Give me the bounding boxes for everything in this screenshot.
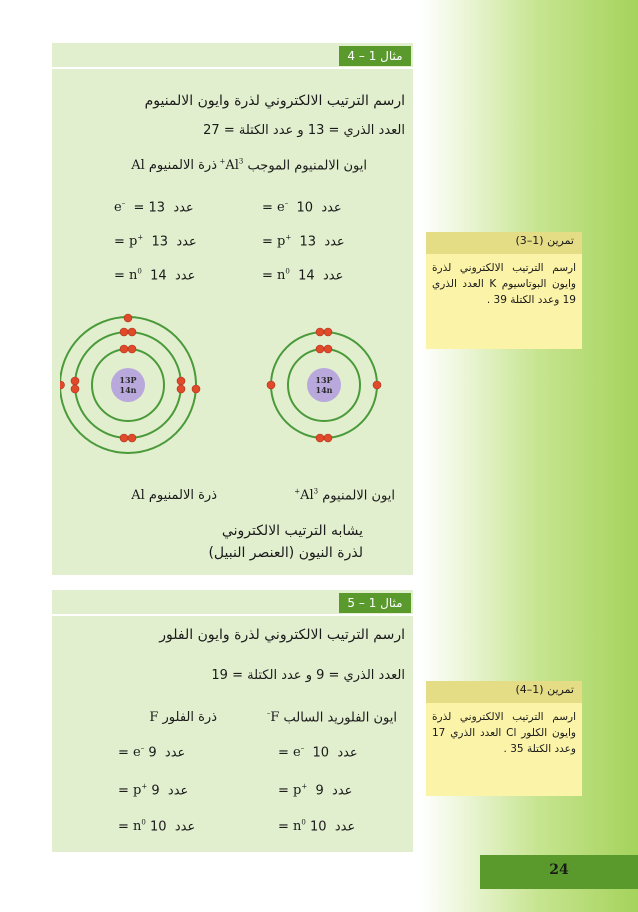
page-number: 24 — [549, 862, 569, 878]
ion-neutron-count: عدد $n^0$ 14 = — [262, 268, 344, 284]
nucleus-neutrons-label: 14n — [119, 385, 137, 395]
electron — [324, 328, 332, 336]
ion-proton-count: عدد p+ 9 = — [278, 783, 353, 799]
example-tag: مثال 1 – 4 — [339, 46, 411, 66]
exercise-text: ارسم الترتيب الالكتروني لذرة وايون الكلور Cl العدد الذري 17 وعدد الكتلة 35 . — [432, 711, 576, 755]
electron — [128, 434, 136, 442]
electron — [324, 345, 332, 353]
header-divider — [52, 67, 413, 69]
note-line-1: يشابه الترتيب الالكتروني — [221, 523, 363, 539]
electron — [177, 385, 185, 393]
al-ion-diagram — [264, 325, 388, 449]
electron — [316, 328, 324, 336]
electron — [128, 345, 136, 353]
question-text: ارسم الترتيب الالكتروني لذرة وايون الالمنيوم — [144, 93, 405, 109]
ion-proton-count: عدد p+ 13 = — [262, 234, 345, 250]
exercise-box-2 — [426, 681, 582, 796]
atom-proton-count: عدد p+ 9 = — [118, 783, 189, 799]
example-box-2 — [52, 590, 413, 852]
electron — [324, 434, 332, 442]
question-text: ارسم الترتيب الالكتروني لذرة وايون الفلور — [159, 627, 405, 643]
electron — [120, 434, 128, 442]
atom-electron-count: عدد e– = 13 — [114, 200, 194, 216]
atom-title: ذرة الالمنيوم Al — [131, 158, 217, 173]
ion-neutron-count: عدد $n^0$ 10 = — [278, 819, 356, 835]
electron — [71, 377, 79, 385]
nucleus-protons-label: 13P — [315, 375, 333, 385]
ion-electron-count: عدد e– 10 = — [262, 200, 342, 216]
example-tag: مثال 1 – 5 — [339, 593, 411, 613]
atom-neutron-count: عدد $n^0$ 14 = — [114, 268, 196, 284]
exercise-title: تمرين (1–4) — [515, 683, 574, 696]
atom-neutron-count: عدد $n^0$ 10 = — [118, 819, 196, 835]
ion-caption: ايون الالمنيوم $Al^{3+}$ — [294, 488, 395, 504]
electron — [120, 345, 128, 353]
electron — [316, 434, 324, 442]
atomic-info: العدد الذري = 9 و عدد الكتلة = 19 — [211, 668, 405, 683]
ion-title: ايون الالمنيوم الموجب $Al^{3+}$ — [219, 158, 367, 174]
electron — [267, 381, 275, 389]
atom-caption: ذرة الالمنيوم Al — [131, 488, 217, 503]
ion-title: ايون الفلوريد السالب F– — [266, 710, 397, 726]
atom-proton-count: عدد p+ 13 = — [114, 234, 197, 250]
exercise-text: ارسم الترتيب الالكتروني لذرة وايون البوتاسيوم K العدد الذري 19 وعدد الكتلة 39 . — [432, 262, 576, 306]
exercise-title: تمرين (1–3) — [515, 234, 574, 247]
al-atom-diagram — [60, 311, 214, 465]
electron — [177, 377, 185, 385]
nucleus-protons-label: 13P — [119, 375, 137, 385]
electron — [373, 381, 381, 389]
electron — [316, 345, 324, 353]
header-divider — [52, 614, 413, 616]
electron — [60, 381, 65, 389]
electron — [128, 328, 136, 336]
electron — [120, 328, 128, 336]
nucleus-neutrons-label: 14n — [315, 385, 333, 395]
exercise-box-1 — [426, 232, 582, 349]
atom-electron-count: عدد e– 9 = — [118, 745, 186, 761]
page-number-box — [480, 855, 638, 889]
example-box-1 — [52, 43, 413, 575]
atom-title: ذرة الفلور F — [149, 710, 217, 725]
atomic-info: العدد الذري = 13 و عدد الكتلة = 27 — [203, 123, 405, 138]
note-line-2: لذرة النيون (العنصر النبيل) — [208, 545, 363, 561]
electron — [71, 385, 79, 393]
electron — [192, 385, 200, 393]
electron — [124, 314, 132, 322]
ion-electron-count: عدد e– 10 = — [278, 745, 358, 761]
